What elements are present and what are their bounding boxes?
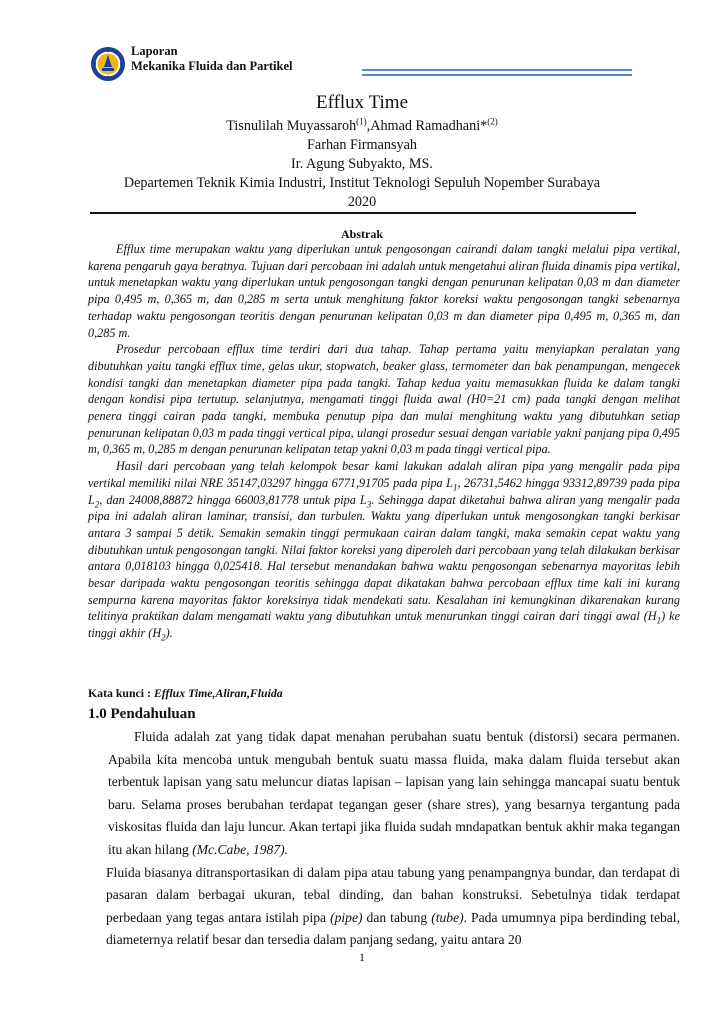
author-line-1: Tisnulilah Muyassaroh$^{(1)}$,Ahmad Ramadhani*$^{(2)}$ [226,116,498,134]
report-header [131,44,292,74]
keywords [88,686,283,701]
header-line-course: Mekanika Fluida dan Partikel [131,59,293,73]
header-line-report: Laporan [131,44,178,58]
keywords-value: Efflux Time,Aliran,Fluida [153,686,283,700]
year: 2020 [347,194,377,210]
affiliation: Departemen Teknik Kimia Industri, Institut Teknologi Sepuluh Nopember Surabaya [123,175,601,191]
paper-title: Efflux Time [315,92,409,113]
section-title: 1.0 Pendahuluan [88,706,196,722]
abstract-paragraph-2: Prosedur percobaan efflux time terdiri dari dua tahap. Tahap pertama yaitu menyiapkan peralatan yang dibutuhkan yaitu tangki efflux time, gelas ukur, stopwatch, beaker glass, termometer dan bak penampungan, mengecek kondisi tangki dan menetapkan diameter pipa pada tangki. Tahap kedua yaitu memasukkan fluida ke dalam tangki dengan kondisi pipa tertutup. selanjutnya, mengamati tinggi fluida awal (H0=21 cm) pada tangki dengan melihat penera tinggi cairan pada tangki, membuka penutup pipa dan mulai menghitung waktu yang dibutuhkan setiap penurunan kelipatan 0,03 m pada tinggi vertical pipa, ulangi prosedur sesuai dengan variable yakni panjang pipa 0,495 m, 0,365 m, 0,285 m dengan penurunan kelipatan tetap yakni 0,03 m pada tinggi vertical pipa. [88,342,680,457]
abstract-paragraph-1: Efflux time merupakan waktu yang diperlukan untuk pengosongan cairandi dalam tangki melalui pipa vertikal, karena pengaruh gaya beratnya. Tujuan dari percobaan ini adalah untuk mengetahui aliran fluida dinamis pipa vertikal, untuk menetapkan waktu yang diperlukan untuk pengosongan tangki dengan penurunan kelipatan 0,03 m dan diameter pipa 0,495 m, 0,365 m, dan 0,285 m serta untuk menghitung faktor koreksi waktu pengosongan tangki sebenarnya terhadap waktu pengosongan teoritis dengan penurunan kelipatan 0,03 m dan diameter pipa 0,495 m, 0,365 m, dan 0,285 m. [88,242,680,340]
abstract-heading: Abstrak [340,227,383,241]
citation: (Mc.Cabe, 1987). [192,841,289,857]
page-number: 1 [359,950,365,964]
abstract-body [88,241,680,642]
body-paragraph-2: Fluida biasanya ditransportasikan di dalam pipa atau tabung yang penampangnya bundar, dan terdapat di pasaran dalam berbagai ukuran, tebal dinding, dan bahan konstruksi. Sebetulnya tidak terdapat perbedaan yang tegas antara istilah pipa (pipe) dan tabung (tube). Pada umumnya pipa berdinding tebal, diameternya relatif besar dan tersedia dalam panjang sedang, yaitu antara 20 [106,864,680,948]
section-body [108,726,680,952]
abstract-paragraph-3: Hasil dari percobaan yang telah kelompok besar kami lakukan adalah aliran pipa yang mengalir pada pipa vertikal memiliki nilai NRE 35147,03297 hingga 6771,91705 pada pipa $L_1$, 26731,5462 hingga 93312,89739 pada pipa $L_2$, dan 24008,88872 hingga 66003,81778 untuk pipa $L_3$. Sehingga dapat diketahui bahwa aliran yang mengalir pada pipa ini adalah aliran laminar, transisi, dan turbulen. Waktu yang diperlukan untuk mengosongkan tangki berkisar antara 3 sampai 5 detik. Semakin semakin tinggi permukaan cairan dalam tangki, maka semakin cepat waktu yang dibutuhkan untuk pengosongan tangki. Nilai faktor koreksi yang diperoleh dari percobaan yang telah dilakukan berkisar antara 0,018103 hingga 0,025418. Hal tersebut menandakan bahwa waktu pengosongan sebenarnya mayoritas lebih besar daripada waktu pengosongan teoritis sehingga dapat dikatakan bahwa percobaan efflux time kali ini kurang sempurna karena mayoritas faktor koreksinya tidak mendekati satu. Kesalahan ini kemungkinan dikarenakan kurang telitinya praktikan dalam mengamati waktu yang dibutuhkan untuk menurunkan tinggi cairan dari tinggi awal $(H_1)$ ke tinggi akhir $(H_2)$. [88,459,680,643]
body-paragraph-1: Fluida adalah zat yang tidak dapat menahan perubahan suatu bentuk (distorsi) secara permanen. Apabila kita mencoba untuk mengubah bentuk suatu massa fluida, maka dalam fluida tersebut akan terbentuk lapisan yang satu meluncur diatas lapisan – lapisan yang lain sehingga mancapai suatu bentuk baru. Selama proses berubahan terdapat tegangan geser (share stres), yang besarnya tergantung pada viskositas fluida dan laju luncur. Akan tertapi jika fluida sudah mndapatkan bentuk akhir maka tegangan itu akan hilang (Mc.Cabe, 1987). [108,729,680,857]
header-rule-top [362,69,632,71]
title-rule [90,212,636,214]
author-line-3: Ir. Agung Subyakto, MS. [291,156,433,172]
header-rule-bottom [362,74,632,76]
keywords-label: Kata kunci : [88,686,154,700]
its-logo-icon [90,46,126,82]
author-line-2: Farhan Firmansyah [307,137,417,153]
